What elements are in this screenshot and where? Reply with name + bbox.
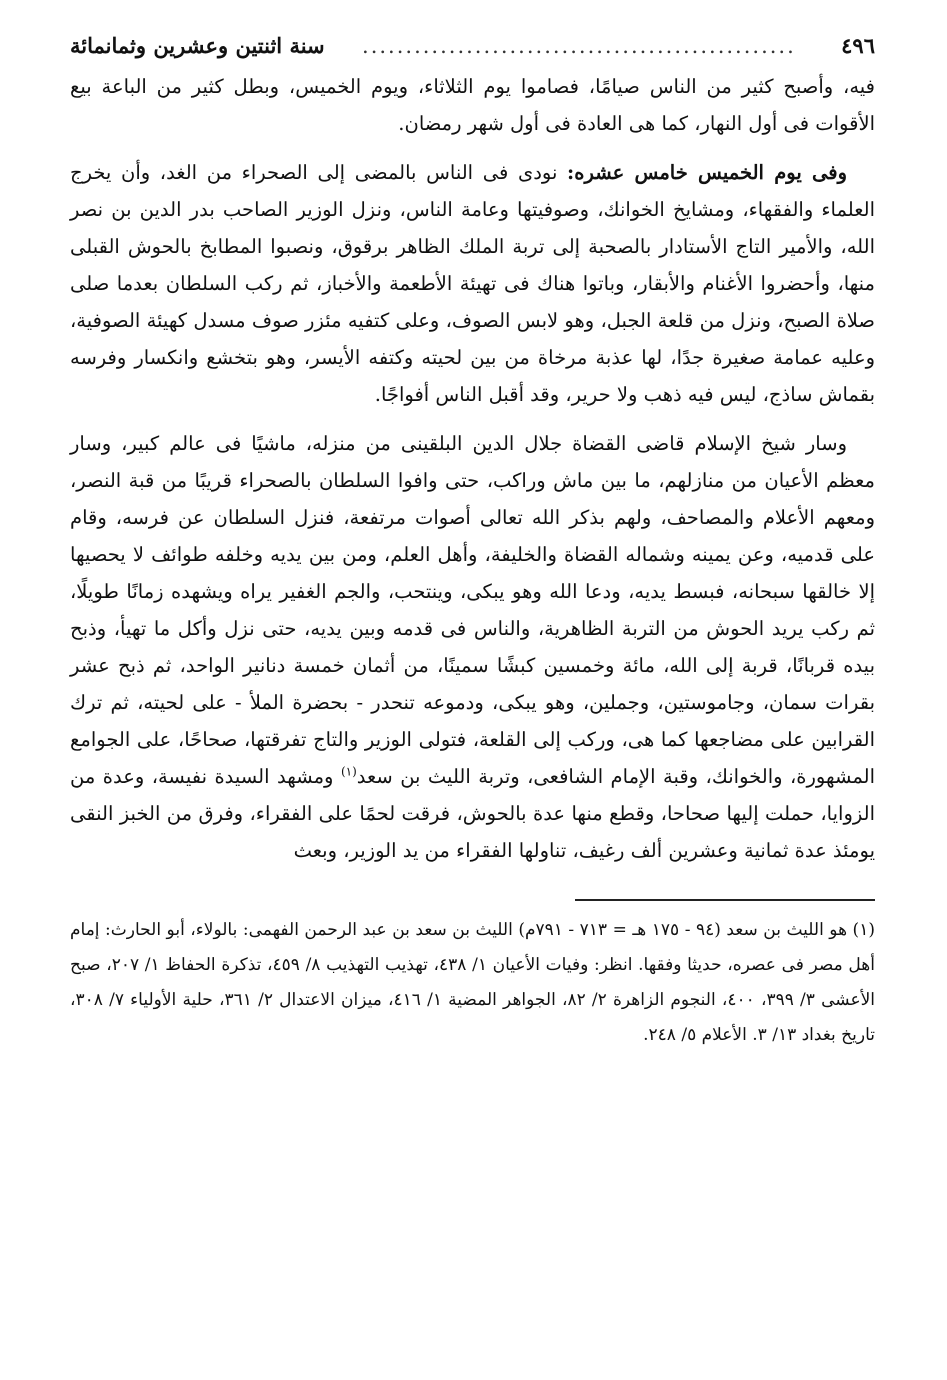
paragraph-2 (70, 154, 875, 413)
paragraph-2-lead: وفى يوم الخميس خامس عشره: (567, 161, 847, 184)
paragraph-3 (70, 425, 875, 869)
footnote-text: (١) هو الليث بن سعد (٩٤ - ١٧٥ هـ = ٧١٣ - ٧٩١م) الليث بن سعد بن عبد الرحمن الفهمى: بالولاء، أبو الحارث: إمام أهل مصر فى عصره، حديثا وفقها. انظر: وفيات الأعيان ١/ ٤٣٨، تهذيب التهذيب ٨/ ٤٥٩، تذكرة الحفاظ ١/ ٢٠٧، صبح الأعشى ٣/ ٣٩٩، ٤٠٠، النجوم الزاهرة ٢/ ٨٢، الجواهر المضية ١/ ٤١٦، ميزان الاعتدال ٢/ ٣٦١، حلية الأولياء ٧/ ٣٠٨، تاريخ بغداد ١٣/ ٣. الأعلام ٥/ ٢٤٨. (70, 920, 876, 1045)
footnote (70, 913, 875, 1053)
paragraph-3-text-before-note: وسار شيخ الإسلام قاضى القضاة جلال الدين البلقينى من منزله، ماشيًا فى عالم كبير، وسار معظم الأعيان من منازلهم، ما بين ماش وراكب، حتى وافوا السلطان بالصحراء قريبًا من قبة النصر، ومعهم الأعلام والمصاحف، ولهم بذكر الله تعالى أصوات مرتفعة، فنزل السلطان عن فرسه، وقام على قدميه، وعن يمينه وشماله القضاة والخليفة، وأهل العلم، ومن بين يديه وخلفه طوائف لا يحصيها إلا خالقها سبحانه، فبسط يديه، ودعا الله وهو يبكى، وينتحب، والجم الغفير يراه ويشهده زمانًا طويلًا، ثم ركب يريد الحوش من التربة الظاهرية، والناس فى قدمه وبين يديه، حتى نزل وأكل ما تهيأ، وذبح بيده قربانًا، قربة إلى الله، مائة وخمسين كبشًا سمينًا، من أثمان خمسة دنانير الواحد، ثم ذبح عشر بقرات سمان، وجاموستين، وجملين، وهو يبكى، ودموعه تنحدر - بحضرة الملأ - على لحيته، ثم ترك القرابين على مضاجعها كما هى، وركب إلى القلعة، فتولى الوزير والتاج تفرقتها، صحاحًا، على الجوامع المشهورة، والخوانك، وقبة الإمام الشافعى، وتربة الليث بن سعد (70, 432, 876, 788)
footnote-marker: (١) (340, 764, 357, 779)
paragraph-1 (70, 68, 875, 142)
main-text (70, 68, 875, 869)
page-number: ٤٩٦ (841, 33, 875, 58)
footnote-divider (575, 899, 875, 901)
paragraph-3-text-after-note: ومشهد السيدة نفيسة، وعدة من الزوايا، حملت إليها صحاحا، وقطع منها عدة بالحوش، فرقت لحمًا على الفقراء، وفرق من الخبز النقى يومئذ عدة ثمانية وعشرين ألف رغيف، تناولها الفقراء من يد الوزير، وبعث (70, 765, 875, 862)
paragraph-2-text: نودى فى الناس بالمضى إلى الصحراء من الغد، وأن يخرج العلماء والفقهاء، ومشايخ الخوانك، وصوفيتها وعامة الناس، ونزل الوزير الصاحب بدر الدين بن نصر الله، والأمير التاج الأستادار بالصحبة إلى تربة الملك الظاهر برقوق، ونصبوا المطابخ بالحوش القبلى منها، وأحضروا الأغنام والأبقار، وباتوا هناك فى تهيئة الأطعمة والأخباز، ثم ركب السلطان بعدما صلى صلاة الصبح، ونزل من قلعة الجبل، وهو لابس الصوف، وعلى كتفيه مئزر صوف مسدل كهيئة الصوفية، وعليه عمامة صغيرة جدًا، لها عذبة مرخاة من بين لحيته وكتفه الأيسر، وهو بتخشع وانكسار وفرسه بقماش ساذج، ليس فيه ذهب ولا حرير، وقد أقبل الناس أفواجًا. (70, 161, 875, 406)
running-title: سنة اثنتين وعشرين وثمانمائة (70, 33, 325, 58)
running-header (70, 28, 875, 68)
header-leader-dots: .................................................. (362, 34, 796, 58)
paragraph-1-text: فيه، وأصبح كثير من الناس صيامًا، فصاموا يوم الثلاثاء، ويوم الخميس، وبطل كثير من الباعة بيع الأقوات فى أول النهار، كما هى العادة فى أول شهر رمضان. (70, 75, 875, 135)
book-page (70, 28, 875, 1353)
